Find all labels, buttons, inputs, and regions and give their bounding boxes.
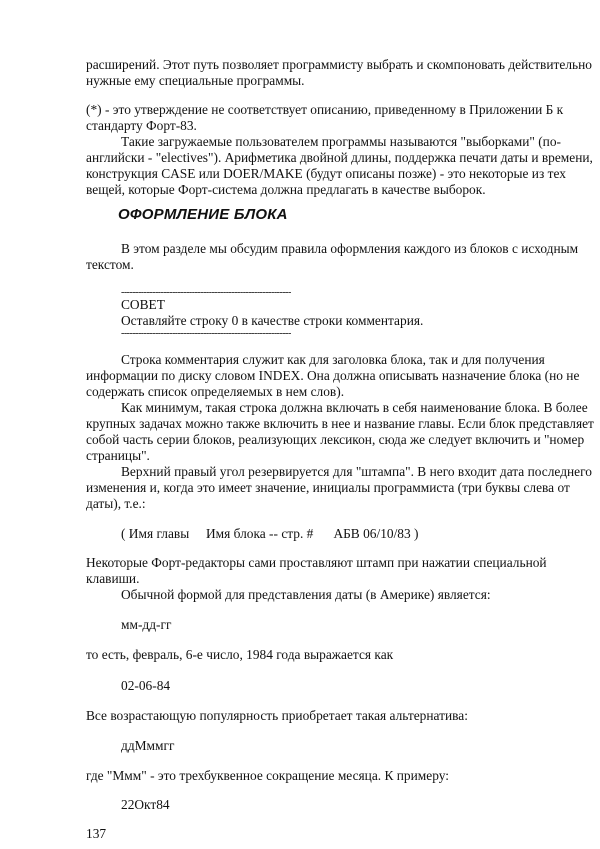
text-line: английски - "electives"). Арифметика двойной длины, поддержка печати даты и времени, <box>86 150 593 165</box>
section-heading: ОФОРМЛЕНИЕ БЛОКА <box>118 206 288 223</box>
tip-rule-bottom: ------------------------------------------------------------ <box>121 328 291 339</box>
text-line: собой часть серии блоков, реализующих лексикон, сюда же следует включить и "номер <box>86 432 585 447</box>
text-line: Некоторые Форт-редакторы сами проставляют штамп при нажатии специальной <box>86 555 547 570</box>
text-line: Строка комментария служит как для заголовка блока, так и для получения <box>121 352 545 367</box>
text-line: нужные ему специальные программы. <box>86 73 305 88</box>
text-line: конструкция CASE или DOER/MAKE (будут описаны позже) - это некоторые из тех <box>86 166 566 181</box>
text-line: текстом. <box>86 257 134 272</box>
text-line: клавиши. <box>86 571 140 586</box>
text-line: Верхний правый угол резервируется для "штампа". В него входит дата последнего <box>121 464 592 479</box>
date-example-alt: 22Окт84 <box>121 797 170 812</box>
text-line: информации по диску словом INDEX. Она должна описывать назначение блока (но не <box>86 368 580 383</box>
text-line: Все возрастающую популярность приобретает такая альтернатива: <box>86 708 468 723</box>
date-format-alt: ддМммгг <box>121 738 175 753</box>
text-line: Как минимум, такая строка должна включать в себя наименование блока. В более <box>121 400 588 415</box>
text-line: содержать список определяемых в нем слов). <box>86 384 345 399</box>
page-number: 137 <box>86 826 107 841</box>
tip-title: СОВЕТ <box>121 297 165 312</box>
text-line: страницы". <box>86 448 150 463</box>
date-format-us: мм-дд-гг <box>121 617 172 632</box>
text-line: даты), т.е.: <box>86 496 146 511</box>
tip-text: Оставляйте строку 0 в качестве строки комментария. <box>121 313 424 328</box>
footnote-line: (*) - это утверждение не соответствует описанию, приведенному в Приложении Б к <box>86 102 564 117</box>
date-example-us: 02-06-84 <box>121 678 171 693</box>
text-line: крупных задачах можно также включить в нее и название главы. Если блок представляет <box>86 416 594 431</box>
tip-rule-top: ------------------------------------------------------------ <box>121 287 291 298</box>
text-line: вещей, которые Форт-система должна предлагать в качестве выборок. <box>86 182 486 197</box>
text-line: то есть, февраль, 6-е число, 1984 года выражается как <box>86 647 394 662</box>
text-line: изменения и, когда это имеет значение, инициалы программиста (три буквы слева от <box>86 480 570 495</box>
stamp-example: ( Имя главы Имя блока -- стр. # АБВ 06/10/83 ) <box>121 526 419 541</box>
text-line: расширений. Этот путь позволяет программисту выбрать и скомпоновать действительно <box>86 57 592 72</box>
text-line: Такие загружаемые пользователем программы называются "выборками" (по- <box>121 134 562 149</box>
text-line: где "Ммм" - это трехбуквенное сокращение месяца. К примеру: <box>86 768 449 783</box>
text-line: В этом разделе мы обсудим правила оформления каждого из блоков с исходным <box>121 241 579 256</box>
footnote-line: стандарту Форт-83. <box>86 118 197 133</box>
text-line: Обычной формой для представления даты (в Америке) является: <box>121 587 491 602</box>
